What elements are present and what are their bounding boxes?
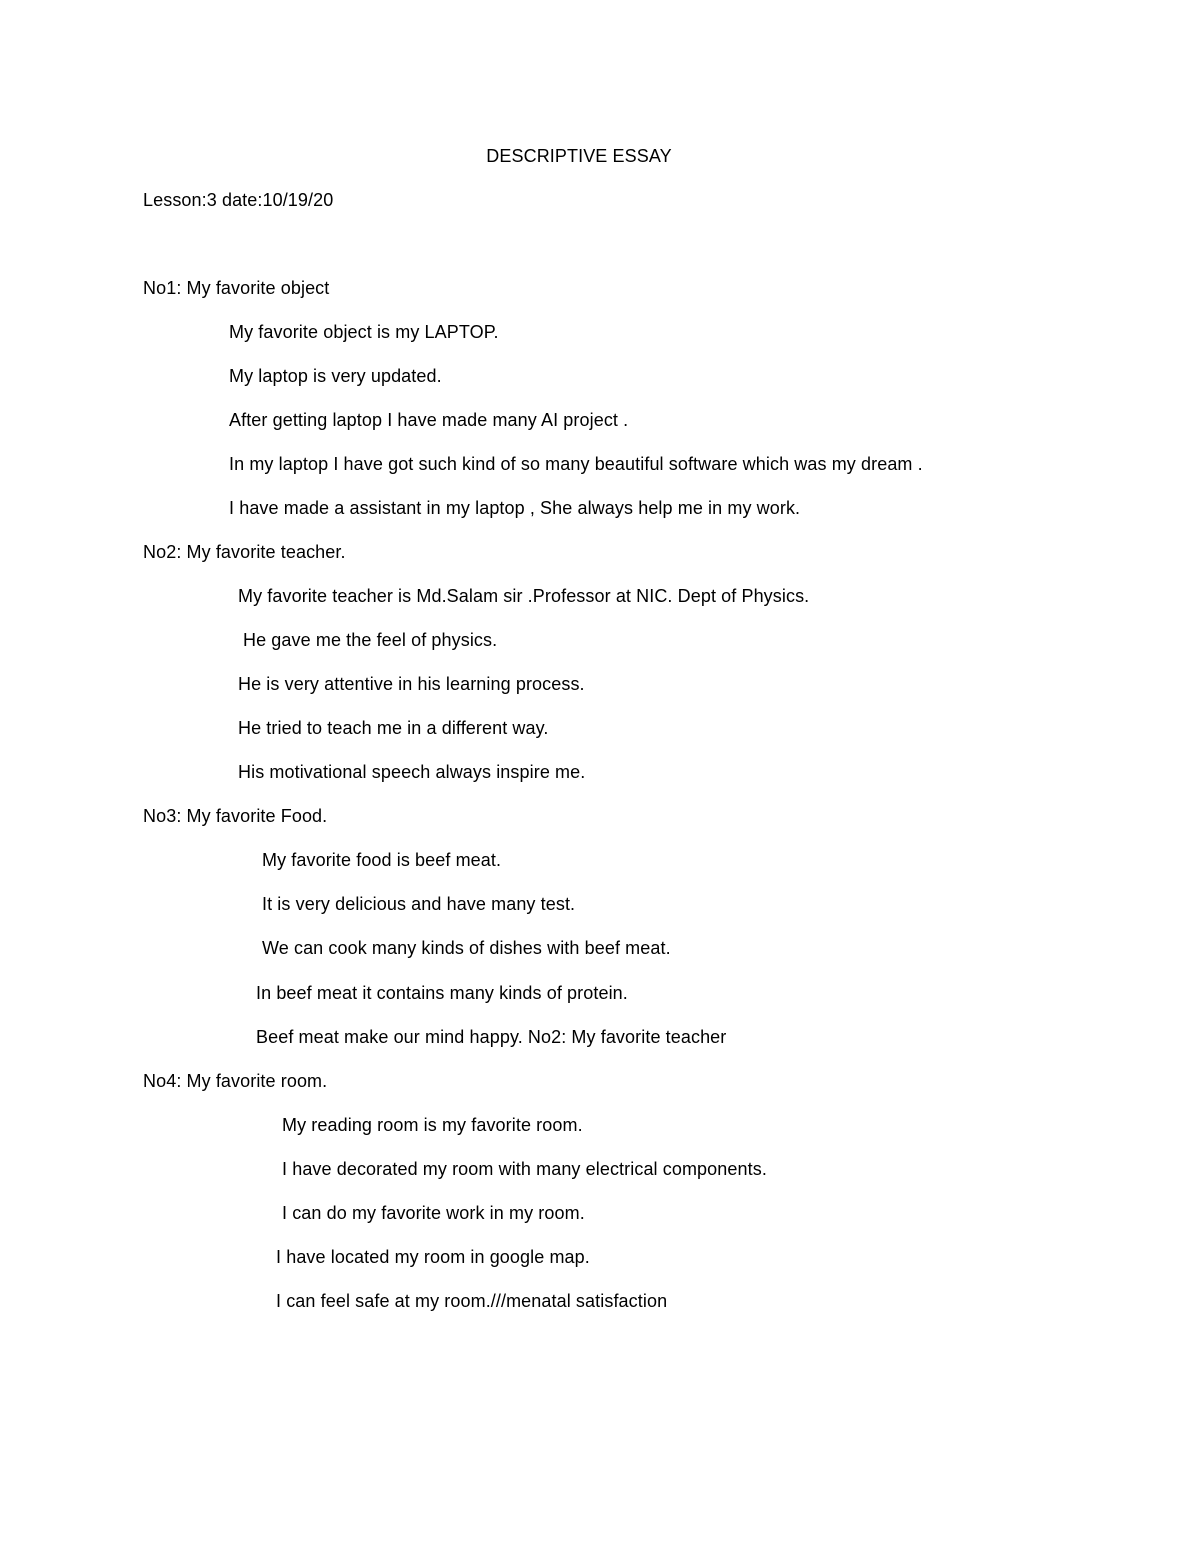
paragraph-line: His motivational speech always inspire me.	[238, 762, 586, 782]
paragraph-line: My favorite object is my LAPTOP.	[229, 322, 499, 342]
paragraph-line: He is very attentive in his learning process.	[238, 674, 585, 694]
section-heading-object: No1: My favorite object	[143, 278, 330, 298]
paragraph-line: I have located my room in google map.	[276, 1247, 590, 1267]
paragraph-line: I can do my favorite work in my room.	[282, 1203, 585, 1223]
document-title: DESCRIPTIVE ESSAY	[486, 146, 672, 166]
section-heading-teacher: No2: My favorite teacher.	[143, 542, 346, 562]
paragraph-line: He gave me the feel of physics.	[243, 630, 498, 650]
paragraph-line: I have made a assistant in my laptop , She always help me in my work.	[229, 498, 801, 518]
paragraph-line: After getting laptop I have made many AI project .	[229, 410, 629, 430]
paragraph-line: I have decorated my room with many electrical components.	[282, 1159, 767, 1179]
paragraph-line: I can feel safe at my room.///menatal satisfaction	[276, 1291, 668, 1311]
paragraph-line: My reading room is my favorite room.	[282, 1115, 583, 1135]
paragraph-line: My laptop is very updated.	[229, 366, 442, 386]
paragraph-line: In beef meat it contains many kinds of protein.	[256, 983, 628, 1003]
paragraph-line: My favorite teacher is Md.Salam sir .Professor at NIC. Dept of Physics.	[238, 586, 810, 606]
lesson-date-line: Lesson:3 date:10/19/20	[143, 190, 334, 210]
paragraph-line: It is very delicious and have many test.	[262, 894, 576, 914]
section-heading-food: No3: My favorite Food.	[143, 806, 328, 826]
section-heading-room: No4: My favorite room.	[143, 1071, 328, 1091]
paragraph-line: Beef meat make our mind happy. No2: My favorite teacher	[256, 1027, 727, 1047]
paragraph-line: We can cook many kinds of dishes with beef meat.	[262, 938, 671, 958]
paragraph-line: My favorite food is beef meat.	[262, 850, 502, 870]
paragraph-line: In my laptop I have got such kind of so many beautiful software which was my dream .	[229, 454, 923, 474]
paragraph-line: He tried to teach me in a different way.	[238, 718, 549, 738]
